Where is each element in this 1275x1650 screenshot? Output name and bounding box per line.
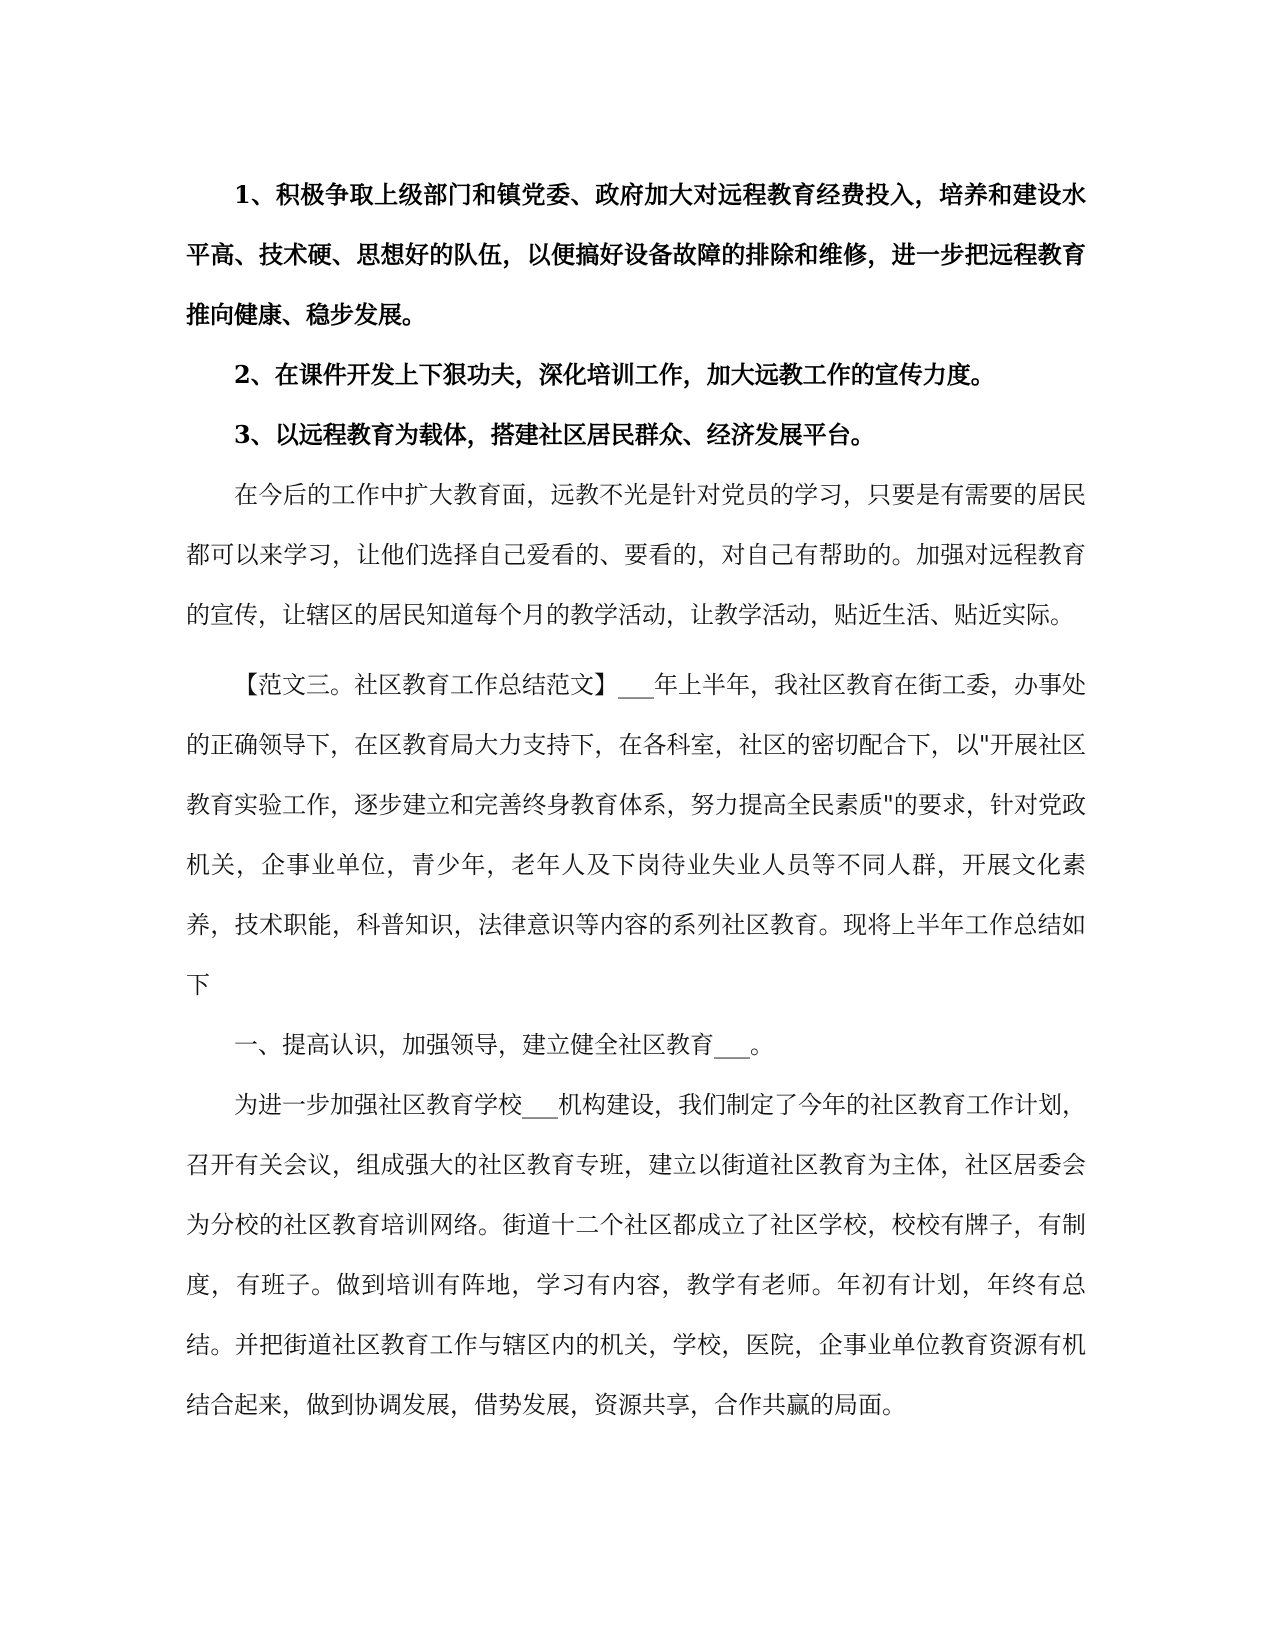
measure-item-3: 3、以远程教育为载体，搭建社区居民群众、经济发展平台。 — [234, 420, 875, 449]
section-heading-one: 一、提高认识，加强领导，建立健全社区教育___。 — [234, 1031, 774, 1059]
future-work-paragraph: 在今后的工作中扩大教育面，远教不光是针对党员的学习，只要是有需要的居民都可以来学习，让他们选择自己爱看的、要看的，对自己有帮助的。加强对远程教育的宣传，让辖区的居民知道每个月的教学活动，让教学活动，贴近生活、贴近实际。 — [186, 481, 1086, 629]
sample-three-intro-paragraph: 【范文三。社区教育工作总结范文】___年上半年，我社区教育在街工委，办事处的正确领导下，在区教育局大力支持下，在各科室，社区的密切配合下，以"开展社区教育实验工作，逐步建立和完善终身教育体系，努力提高全民素质"的要求，针对党政机关，企事业单位，青少年，老年人及下岗待业失业人员等不同人群，开展文化素养，技术职能，科普知识，法律意识等内容的系列社区教育。现将上半年工作总结如下 — [186, 671, 1086, 999]
document-body — [186, 165, 1086, 1435]
measure-item-2: 2、在课件开发上下狠功夫，深化培训工作，加大远教工作的宣传力度。 — [234, 360, 995, 389]
measure-item-1: 1、积极争取上级部门和镇党委、政府加大对远程教育经费投入，培养和建设水平高、技术硬、思想好的队伍，以便搞好设备故障的排除和维修，进一步把远程教育推向健康、稳步发展。 — [186, 180, 1086, 329]
organization-building-paragraph: 为进一步加强社区教育学校___机构建设，我们制定了今年的社区教育工作计划，召开有关会议，组成强大的社区教育专班，建立以街道社区教育为主体，社区居委会为分校的社区教育培训网络。街道十二个社区都成立了社区学校，校校有牌子，有制度，有班子。做到培训有阵地，学习有内容，教学有老师。年初有计划，年终有总结。并把街道社区教育工作与辖区内的机关，学校，医院，企事业单位教育资源有机结合起来，做到协调发展，借势发展，资源共享，合作共赢的局面。 — [186, 1091, 1086, 1419]
